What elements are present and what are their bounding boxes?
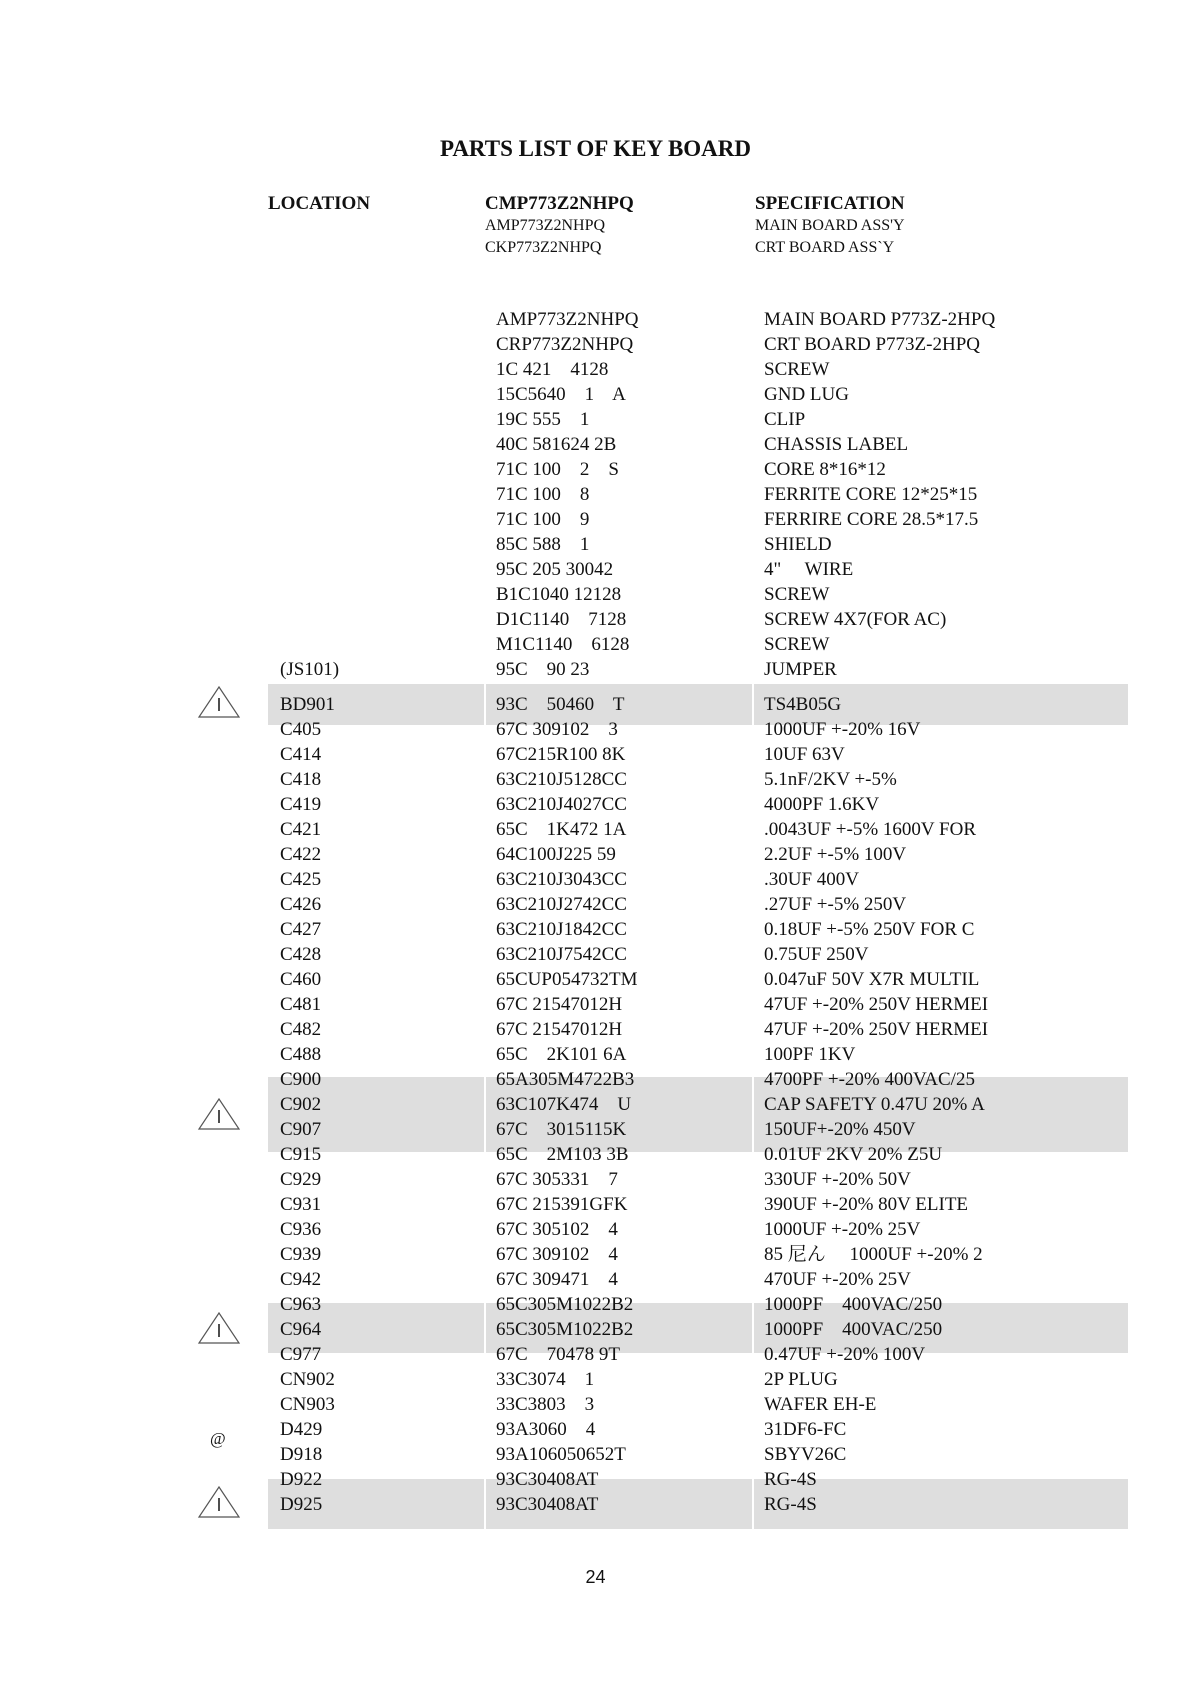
table-row [0, 632, 1191, 657]
header-sub-part: CKP773Z2NHPQ [485, 239, 602, 256]
part-number-cell: 67C 309102 4 [496, 1244, 618, 1265]
part-number-cell: 67C 3015115K [496, 1119, 627, 1140]
part-number-cell: 63C210J2742CC [496, 894, 627, 915]
specification-cell: .30UF 400V [764, 869, 860, 890]
part-number-cell: 33C3803 3 [496, 1394, 595, 1415]
location-cell: C414 [280, 744, 322, 765]
location-cell: C963 [280, 1294, 322, 1315]
specification-cell: 0.18UF +-5% 250V FOR C [764, 919, 975, 940]
specification-cell: 100PF 1KV [764, 1044, 856, 1065]
location-cell: C421 [280, 819, 322, 840]
table-row [0, 892, 1191, 917]
part-number-cell: 19C 555 1 [496, 409, 590, 430]
part-number-cell: 33C3074 1 [496, 1369, 595, 1390]
table-row [0, 992, 1191, 1017]
specification-cell: 47UF +-20% 250V HERMEI [764, 1019, 989, 1040]
part-number-cell: 67C 309102 3 [496, 719, 618, 740]
header-location: LOCATION [268, 193, 371, 214]
location-cell: C422 [280, 844, 322, 865]
specification-cell: 1000UF +-20% 16V [764, 719, 921, 740]
part-number-cell: 65A305M4722B3 [496, 1069, 635, 1090]
specification-cell: 150UF+-20% 450V [764, 1119, 916, 1140]
header-sub-spec: MAIN BOARD ASS'Y [755, 217, 905, 234]
table-row [0, 582, 1191, 607]
part-number-cell: 85C 588 1 [496, 534, 590, 555]
table-row [0, 942, 1191, 967]
header-sub-spec: CRT BOARD ASS`Y [755, 239, 895, 256]
specification-cell: 0.47UF +-20% 100V [764, 1344, 926, 1365]
part-number-cell: 67C 215391GFK [496, 1194, 628, 1215]
specification-cell: CORE 8*16*12 [764, 459, 886, 480]
part-number-cell: D1C1140 7128 [496, 609, 627, 630]
part-number-cell: 95C 90 23 [496, 659, 590, 680]
table-row [0, 332, 1191, 357]
specification-cell: RG-4S [764, 1469, 817, 1490]
table-row [0, 1142, 1191, 1167]
specification-cell: SCREW [764, 359, 830, 380]
part-number-cell: 63C210J7542CC [496, 944, 627, 965]
header-part: CMP773Z2NHPQ [485, 193, 634, 214]
part-number-cell: 67C 309471 4 [496, 1269, 618, 1290]
specification-cell: SBYV26C [764, 1444, 847, 1465]
part-number-cell: CRP773Z2NHPQ [496, 334, 634, 355]
specification-cell: CHASSIS LABEL [764, 434, 909, 455]
specification-cell: SCREW [764, 634, 830, 655]
table-row [0, 357, 1191, 382]
table-row [0, 1367, 1191, 1392]
part-number-cell: 67C215R100 8K [496, 744, 626, 765]
specification-cell: 470UF +-20% 25V [764, 1269, 911, 1290]
specification-cell: 31DF6-FC [764, 1419, 847, 1440]
specification-cell: 10UF 63V [764, 744, 845, 765]
table-row [0, 767, 1191, 792]
part-number-cell: 71C 100 9 [496, 509, 590, 530]
part-number-cell: 67C 70478 9T [496, 1344, 621, 1365]
part-number-cell: 65C 2M103 3B [496, 1144, 629, 1165]
specification-cell: 5.1nF/2KV +-5% [764, 769, 897, 790]
table-row [0, 1217, 1191, 1242]
table-row [0, 1092, 1191, 1117]
table-row [0, 1467, 1191, 1492]
specification-cell: JUMPER [764, 659, 837, 680]
table-row [0, 1017, 1191, 1042]
location-cell: C405 [280, 719, 322, 740]
part-number-cell: 67C 21547012H [496, 994, 623, 1015]
specification-cell: FERRITE CORE 12*25*15 [764, 484, 978, 505]
part-number-cell: 65CUP054732TM [496, 969, 638, 990]
part-number-cell: 95C 205 30042 [496, 559, 614, 580]
page-title: PARTS LIST OF KEY BOARD [439, 136, 752, 161]
location-cell: D925 [280, 1494, 323, 1515]
table-row [0, 842, 1191, 867]
location-cell: D922 [280, 1469, 323, 1490]
location-cell: C939 [280, 1244, 322, 1265]
specification-cell: SCREW 4X7(FOR AC) [764, 609, 947, 630]
table-row [0, 742, 1191, 767]
specification-cell: WAFER EH-E [764, 1394, 877, 1415]
part-number-cell: 65C 2K101 6A [496, 1044, 627, 1065]
location-cell: CN903 [280, 1394, 335, 1415]
specification-cell: 4000PF 1.6KV [764, 794, 880, 815]
table-row [0, 717, 1191, 742]
specification-cell: .27UF +-5% 250V [764, 894, 907, 915]
location-cell: C460 [280, 969, 322, 990]
part-number-cell: 71C 100 8 [496, 484, 590, 505]
table-row [0, 1342, 1191, 1367]
specification-cell: CAP SAFETY 0.47U 20% A [764, 1094, 985, 1115]
location-cell: C419 [280, 794, 322, 815]
at-marker: @ [210, 1429, 226, 1448]
location-cell: CN902 [280, 1369, 335, 1390]
table-row [0, 1292, 1191, 1317]
location-cell: C929 [280, 1169, 322, 1190]
location-cell: C977 [280, 1344, 322, 1365]
table-row [0, 792, 1191, 817]
part-number-cell: 63C210J5128CC [496, 769, 627, 790]
location-cell: C907 [280, 1119, 322, 1140]
table-row [0, 867, 1191, 892]
part-number-cell: 40C 581624 2B [496, 434, 617, 455]
table-row [0, 457, 1191, 482]
specification-cell: SCREW [764, 584, 830, 605]
table-row [0, 482, 1191, 507]
table-row [0, 1417, 1191, 1442]
specification-cell: FERRIRE CORE 28.5*17.5 [764, 509, 979, 530]
specification-cell: MAIN BOARD P773Z-2HPQ [764, 309, 996, 330]
part-number-cell: 65C305M1022B2 [496, 1294, 634, 1315]
part-number-cell: AMP773Z2NHPQ [496, 309, 639, 330]
specification-cell: 1000UF +-20% 25V [764, 1219, 921, 1240]
part-number-cell: 1C 421 4128 [496, 359, 609, 380]
header-sub-part: AMP773Z2NHPQ [485, 217, 606, 234]
specification-cell: 2P PLUG [764, 1369, 838, 1390]
specification-cell: RG-4S [764, 1494, 817, 1515]
table-row [0, 307, 1191, 332]
location-cell: C915 [280, 1144, 322, 1165]
location-cell: (JS101) [280, 659, 340, 680]
part-number-cell: 15C5640 1 A [496, 384, 626, 405]
location-cell: C942 [280, 1269, 322, 1290]
table-row [0, 1167, 1191, 1192]
table-row [0, 817, 1191, 842]
specification-cell: TS4B05G [764, 694, 842, 715]
specification-cell: 4" WIRE [764, 559, 854, 580]
table-row [0, 1392, 1191, 1417]
part-number-cell: 63C210J3043CC [496, 869, 627, 890]
table-row [0, 967, 1191, 992]
location-cell: C425 [280, 869, 322, 890]
table-row [0, 1242, 1191, 1267]
part-number-cell: 93C30408AT [496, 1469, 599, 1490]
location-cell: C964 [280, 1319, 322, 1340]
table-row [0, 1192, 1191, 1217]
location-cell: D918 [280, 1444, 323, 1465]
part-number-cell: 93C 50460 T [496, 694, 625, 715]
specification-cell: 85 尼ん 1000UF +-20% 2 [764, 1244, 983, 1265]
specification-cell: 1000PF 400VAC/250 [764, 1319, 943, 1340]
table-row [0, 692, 1191, 717]
table-row [0, 1317, 1191, 1342]
specification-cell: 330UF +-20% 50V [764, 1169, 911, 1190]
part-number-cell: 63C210J4027CC [496, 794, 627, 815]
part-number-cell: 93A3060 4 [496, 1419, 596, 1440]
specification-cell: GND LUG [764, 384, 849, 405]
specification-cell: CLIP [764, 409, 806, 430]
location-cell: C428 [280, 944, 322, 965]
location-cell: C488 [280, 1044, 322, 1065]
location-cell: C481 [280, 994, 322, 1015]
part-number-cell: 93A106050652T [496, 1444, 626, 1465]
part-number-cell: 63C107K474 U [496, 1094, 632, 1115]
part-number-cell: 67C 305102 4 [496, 1219, 618, 1240]
page-number: 24 [585, 1567, 606, 1587]
specification-cell: 1000PF 400VAC/250 [764, 1294, 943, 1315]
part-number-cell: 93C30408AT [496, 1494, 599, 1515]
specification-cell: 390UF +-20% 80V ELITE [764, 1194, 969, 1215]
table-row [0, 407, 1191, 432]
specification-cell: 0.01UF 2KV 20% Z5U [764, 1144, 943, 1165]
location-cell: C902 [280, 1094, 322, 1115]
part-number-cell: 65C305M1022B2 [496, 1319, 634, 1340]
location-cell: C931 [280, 1194, 322, 1215]
location-cell: C418 [280, 769, 322, 790]
table-row [0, 507, 1191, 532]
part-number-cell: 64C100J225 59 [496, 844, 616, 865]
table-row [0, 1442, 1191, 1467]
part-number-cell: 71C 100 2 S [496, 459, 619, 480]
part-number-cell: 63C210J1842CC [496, 919, 627, 940]
specification-cell: .0043UF +-5% 1600V FOR [764, 819, 976, 840]
specification-cell: 2.2UF +-5% 100V [764, 844, 907, 865]
location-cell: BD901 [280, 694, 335, 715]
location-cell: C936 [280, 1219, 322, 1240]
location-cell: C427 [280, 919, 322, 940]
table-row [0, 657, 1191, 682]
table-row [0, 532, 1191, 557]
location-cell: C482 [280, 1019, 322, 1040]
location-cell: D429 [280, 1419, 323, 1440]
table-row [0, 1492, 1191, 1517]
part-number-cell: 65C 1K472 1A [496, 819, 627, 840]
table-row [0, 1042, 1191, 1067]
specification-cell: SHIELD [764, 534, 832, 555]
specification-cell: 47UF +-20% 250V HERMEI [764, 994, 989, 1015]
table-row [0, 917, 1191, 942]
part-number-cell: 67C 21547012H [496, 1019, 623, 1040]
table-row [0, 1117, 1191, 1142]
part-number-cell: M1C1140 6128 [496, 634, 630, 655]
location-cell: C426 [280, 894, 322, 915]
header-specification: SPECIFICATION [755, 193, 905, 214]
specification-cell: 0.75UF 250V [764, 944, 869, 965]
table-row [0, 1267, 1191, 1292]
specification-cell: 0.047uF 50V X7R MULTIL [764, 969, 980, 990]
part-number-cell: 67C 305331 7 [496, 1169, 618, 1190]
part-number-cell: B1C1040 12128 [496, 584, 622, 605]
location-cell: C900 [280, 1069, 322, 1090]
table-row [0, 1067, 1191, 1092]
table-row [0, 557, 1191, 582]
table-row [0, 382, 1191, 407]
table-row [0, 607, 1191, 632]
specification-cell: 4700PF +-20% 400VAC/25 [764, 1069, 975, 1090]
specification-cell: CRT BOARD P773Z-2HPQ [764, 334, 980, 355]
table-row [0, 432, 1191, 457]
